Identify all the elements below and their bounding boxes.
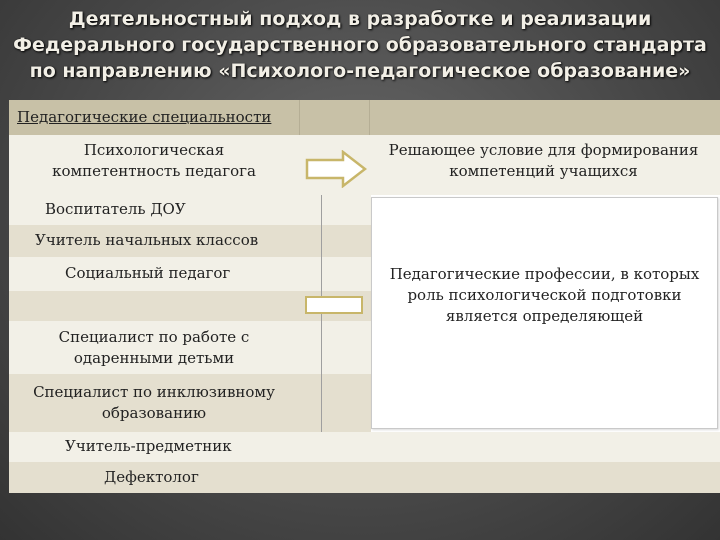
list-item: Учитель начальных классов bbox=[35, 231, 259, 249]
list-item: Дефектолог bbox=[104, 468, 199, 486]
professions-box-text: Педагогические профессии, в которых роль психологической подготовки является определяющей bbox=[389, 265, 700, 325]
header-label: Педагогические специальности bbox=[17, 108, 272, 126]
title-line-3: по направлению «Психолого-педагогическое образование» bbox=[29, 60, 691, 82]
list-item: Учитель-предметник bbox=[65, 437, 232, 455]
rectangle-icon bbox=[305, 296, 363, 314]
list-item: Воспитатель ДОУ bbox=[45, 200, 186, 218]
list-item: Специалист по инклюзивному образованию bbox=[33, 383, 275, 422]
list-item: Социальный педагог bbox=[65, 264, 231, 282]
slide-title bbox=[0, 6, 720, 84]
header-divider-1 bbox=[299, 100, 300, 135]
right-arrow-icon bbox=[305, 150, 367, 192]
condition-label: Решающее условие для формирования компетенций учащихся bbox=[388, 141, 699, 180]
specialties-table bbox=[9, 100, 720, 493]
title-line-1: Деятельностный подход в разработке и реализации bbox=[68, 8, 652, 30]
competence-label: Психологическая компетентность педагога bbox=[52, 141, 256, 180]
header-divider-2 bbox=[369, 100, 370, 135]
title-line-2: Федерального государственного образовательного стандарта bbox=[13, 34, 707, 56]
list-item: Специалист по работе с одаренными детьми bbox=[58, 328, 250, 367]
professions-box bbox=[371, 197, 718, 429]
